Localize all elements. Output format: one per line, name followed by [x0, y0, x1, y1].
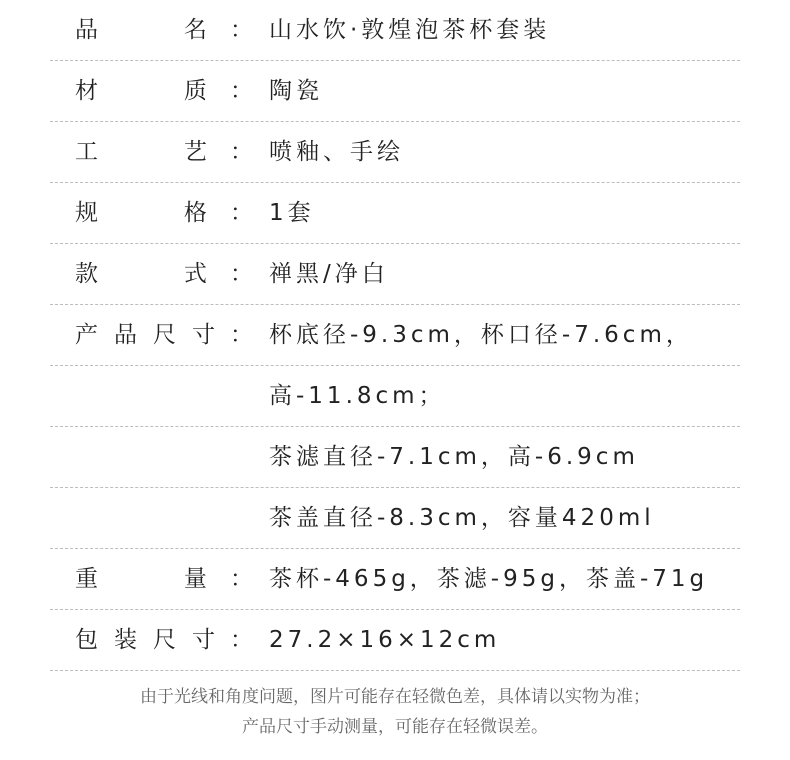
spec-colon: ： — [230, 78, 253, 104]
spec-value: 陶瓷 — [269, 78, 323, 104]
spec-colon: ： — [230, 17, 253, 43]
spec-row-size — [50, 305, 740, 366]
spec-row-size-cont-3 — [50, 488, 740, 549]
spec-label: 规 格 — [75, 200, 223, 226]
spec-colon: ： — [230, 627, 253, 653]
spec-row-material — [50, 61, 740, 122]
spec-row-size-cont-1 — [50, 366, 740, 427]
spec-colon: ： — [230, 200, 253, 226]
spec-label: 品 名 — [75, 17, 223, 43]
spec-colon: ： — [230, 261, 253, 287]
spec-label: 工 艺 — [75, 139, 223, 165]
spec-value: 茶盖直径-8.3cm，容量420ml — [269, 505, 655, 531]
spec-label: 产品尺寸 — [75, 322, 231, 348]
spec-colon: ： — [230, 322, 253, 348]
spec-row-craft — [50, 122, 740, 183]
spec-row-size-cont-2 — [50, 427, 740, 488]
spec-row-package-size — [50, 610, 740, 671]
spec-colon: ： — [230, 566, 253, 592]
disclaimer-line-measurement: 产品尺寸手动测量，可能存在轻微误差。 — [242, 717, 548, 737]
spec-label: 款 式 — [75, 261, 223, 287]
spec-value: 茶滤直径-7.1cm，高-6.9cm — [269, 444, 639, 470]
spec-value: 茶杯-465g，茶滤-95g，茶盖-71g — [269, 566, 709, 592]
disclaimer-line-color: 由于光线和角度问题，图片可能存在轻微色差，具体请以实物为准； — [140, 687, 650, 707]
spec-value: 禅黑/净白 — [269, 261, 389, 287]
spec-value: 高-11.8cm； — [269, 383, 446, 409]
spec-label: 材 质 — [75, 78, 223, 104]
spec-row-weight — [50, 549, 740, 610]
spec-colon: ： — [230, 139, 253, 165]
spec-row-name — [50, 0, 740, 61]
spec-value: 1套 — [269, 200, 315, 226]
spec-value: 喷釉、手绘 — [269, 139, 404, 165]
spec-value: 27.2×16×12cm — [269, 627, 501, 653]
spec-row-style — [50, 244, 740, 305]
spec-row-specification — [50, 183, 740, 244]
spec-label: 包装尺寸 — [75, 627, 231, 653]
spec-label: 重 量 — [75, 566, 223, 592]
spec-value: 杯底径-9.3cm，杯口径-7.6cm， — [269, 322, 693, 348]
spec-value: 山水饮·敦煌泡茶杯套装 — [269, 17, 551, 43]
disclaimer-note — [0, 682, 790, 742]
